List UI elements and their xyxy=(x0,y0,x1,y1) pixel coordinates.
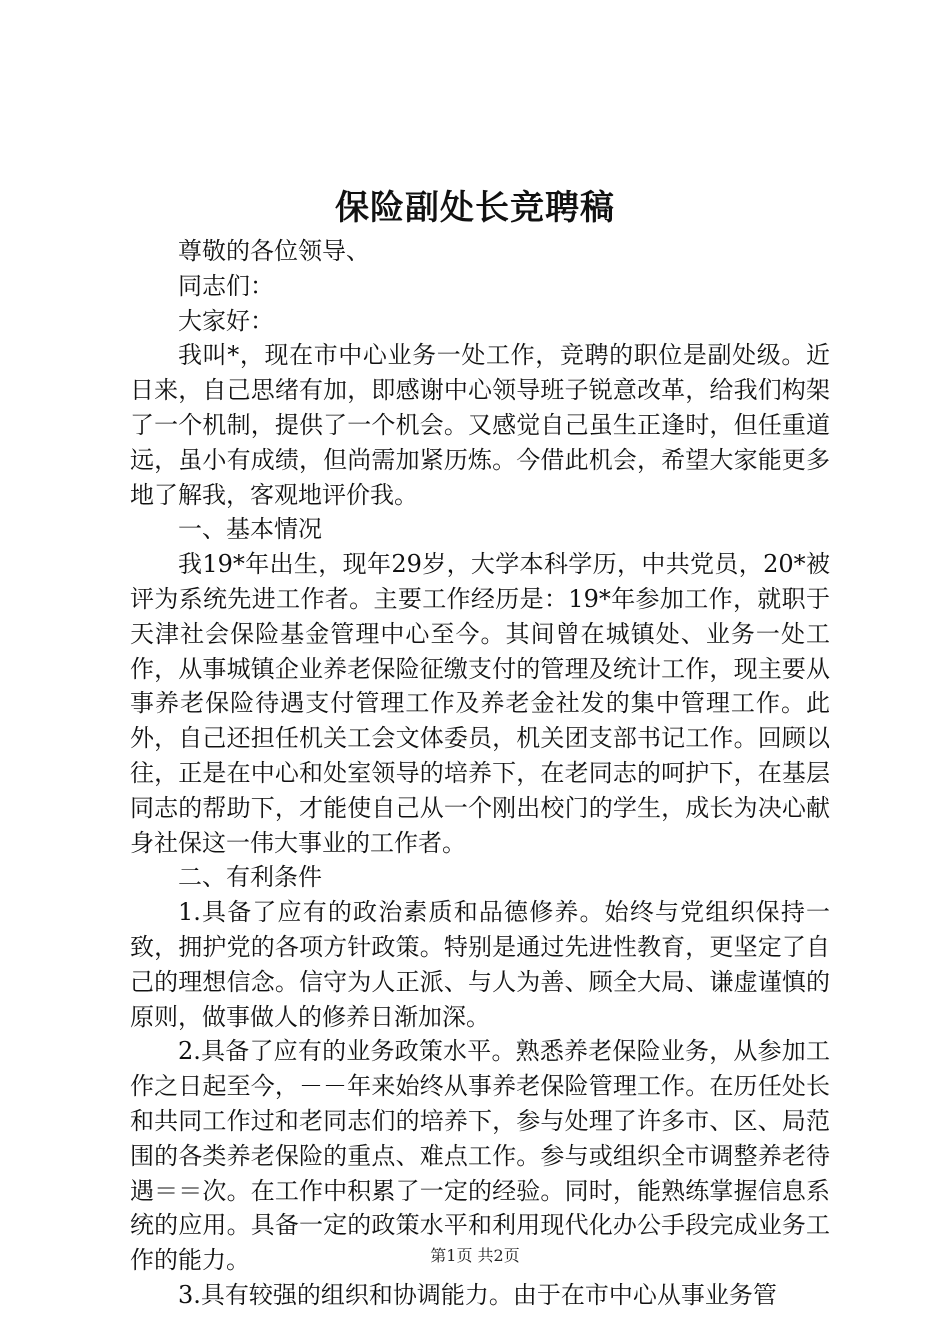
advantage-paragraph-2: 2.具备了应有的业务政策水平。熟悉养老保险业务，从参加工作之日起至今，－－年来始终从事养老保险管理工作。在历任处长和共同工作过和老同志们的培养下，参与处理了许多市、区、局范围的各类养老保险的重点、难点工作。参与或组织全市调整养老待遇＝＝次。在工作中积累了一定的经验。同时，能熟练掌握信息系统的应用。具备一定的政策水平和利用现代化办公手段完成业务工作的能力。 xyxy=(130,1037,830,1275)
page-footer: 第1页 共2页 xyxy=(430,1246,520,1265)
basic-info-paragraph: 我19*年出生，现年29岁，大学本科学历，中共党员，20*被评为系统先进工作者。主要工作经历是：19*年参加工作，就职于天津社会保险基金管理中心至今。其间曾在城镇处、业务一处工作，从事城镇企业养老保险征缴支付的管理及统计工作，现主要从事养老保险待遇支付管理工作及养老金社发的集中管理工作。此外，自己还担任机关工会文体委员，机关团支部书记工作。回顾以往，正是在中心和处室领导的培养下，在老同志的呵护下，在基层同志的帮助下，才能使自己从一个刚出校门的学生，成长为决心献身社保这一伟大事业的工作者。 xyxy=(130,550,830,857)
greeting-line: 大家好： xyxy=(178,306,274,335)
advantage-paragraph-1: 1.具备了应有的政治素质和品德修养。始终与党组织保持一致，拥护党的各项方针政策。特别是通过先进性教育，更坚定了自己的理想信念。信守为人正派、与人为善、顾全大局、谦虚谨慎的原则，做事做人的修养日渐加深。 xyxy=(130,898,830,1031)
document-title: 保险副处长竞聘稿 xyxy=(335,188,615,228)
salutation-line-1: 尊敬的各位领导、 xyxy=(178,237,370,265)
section-heading-advantages: 二、有利条件 xyxy=(178,863,322,892)
advantage-paragraph-3: 3.具有较强的组织和协调能力。由于在市中心从事业务管 xyxy=(178,1280,777,1309)
document-body xyxy=(130,234,830,1313)
intro-paragraph: 我叫*，现在市中心业务一处工作，竞聘的职位是副处级。近日来，自己思绪有加，即感谢中心领导班子锐意改革，给我们构架了一个机制，提供了一个机会。又感觉自己虽生正逢时，但任重道远，虽小有成绩，但尚需加紧历炼。今借此机会，希望大家能更多地了解我，客观地评价我。 xyxy=(130,341,830,509)
section-heading-basic-info: 一、基本情况 xyxy=(178,515,322,544)
salutation-line-2: 同志们： xyxy=(178,271,274,300)
